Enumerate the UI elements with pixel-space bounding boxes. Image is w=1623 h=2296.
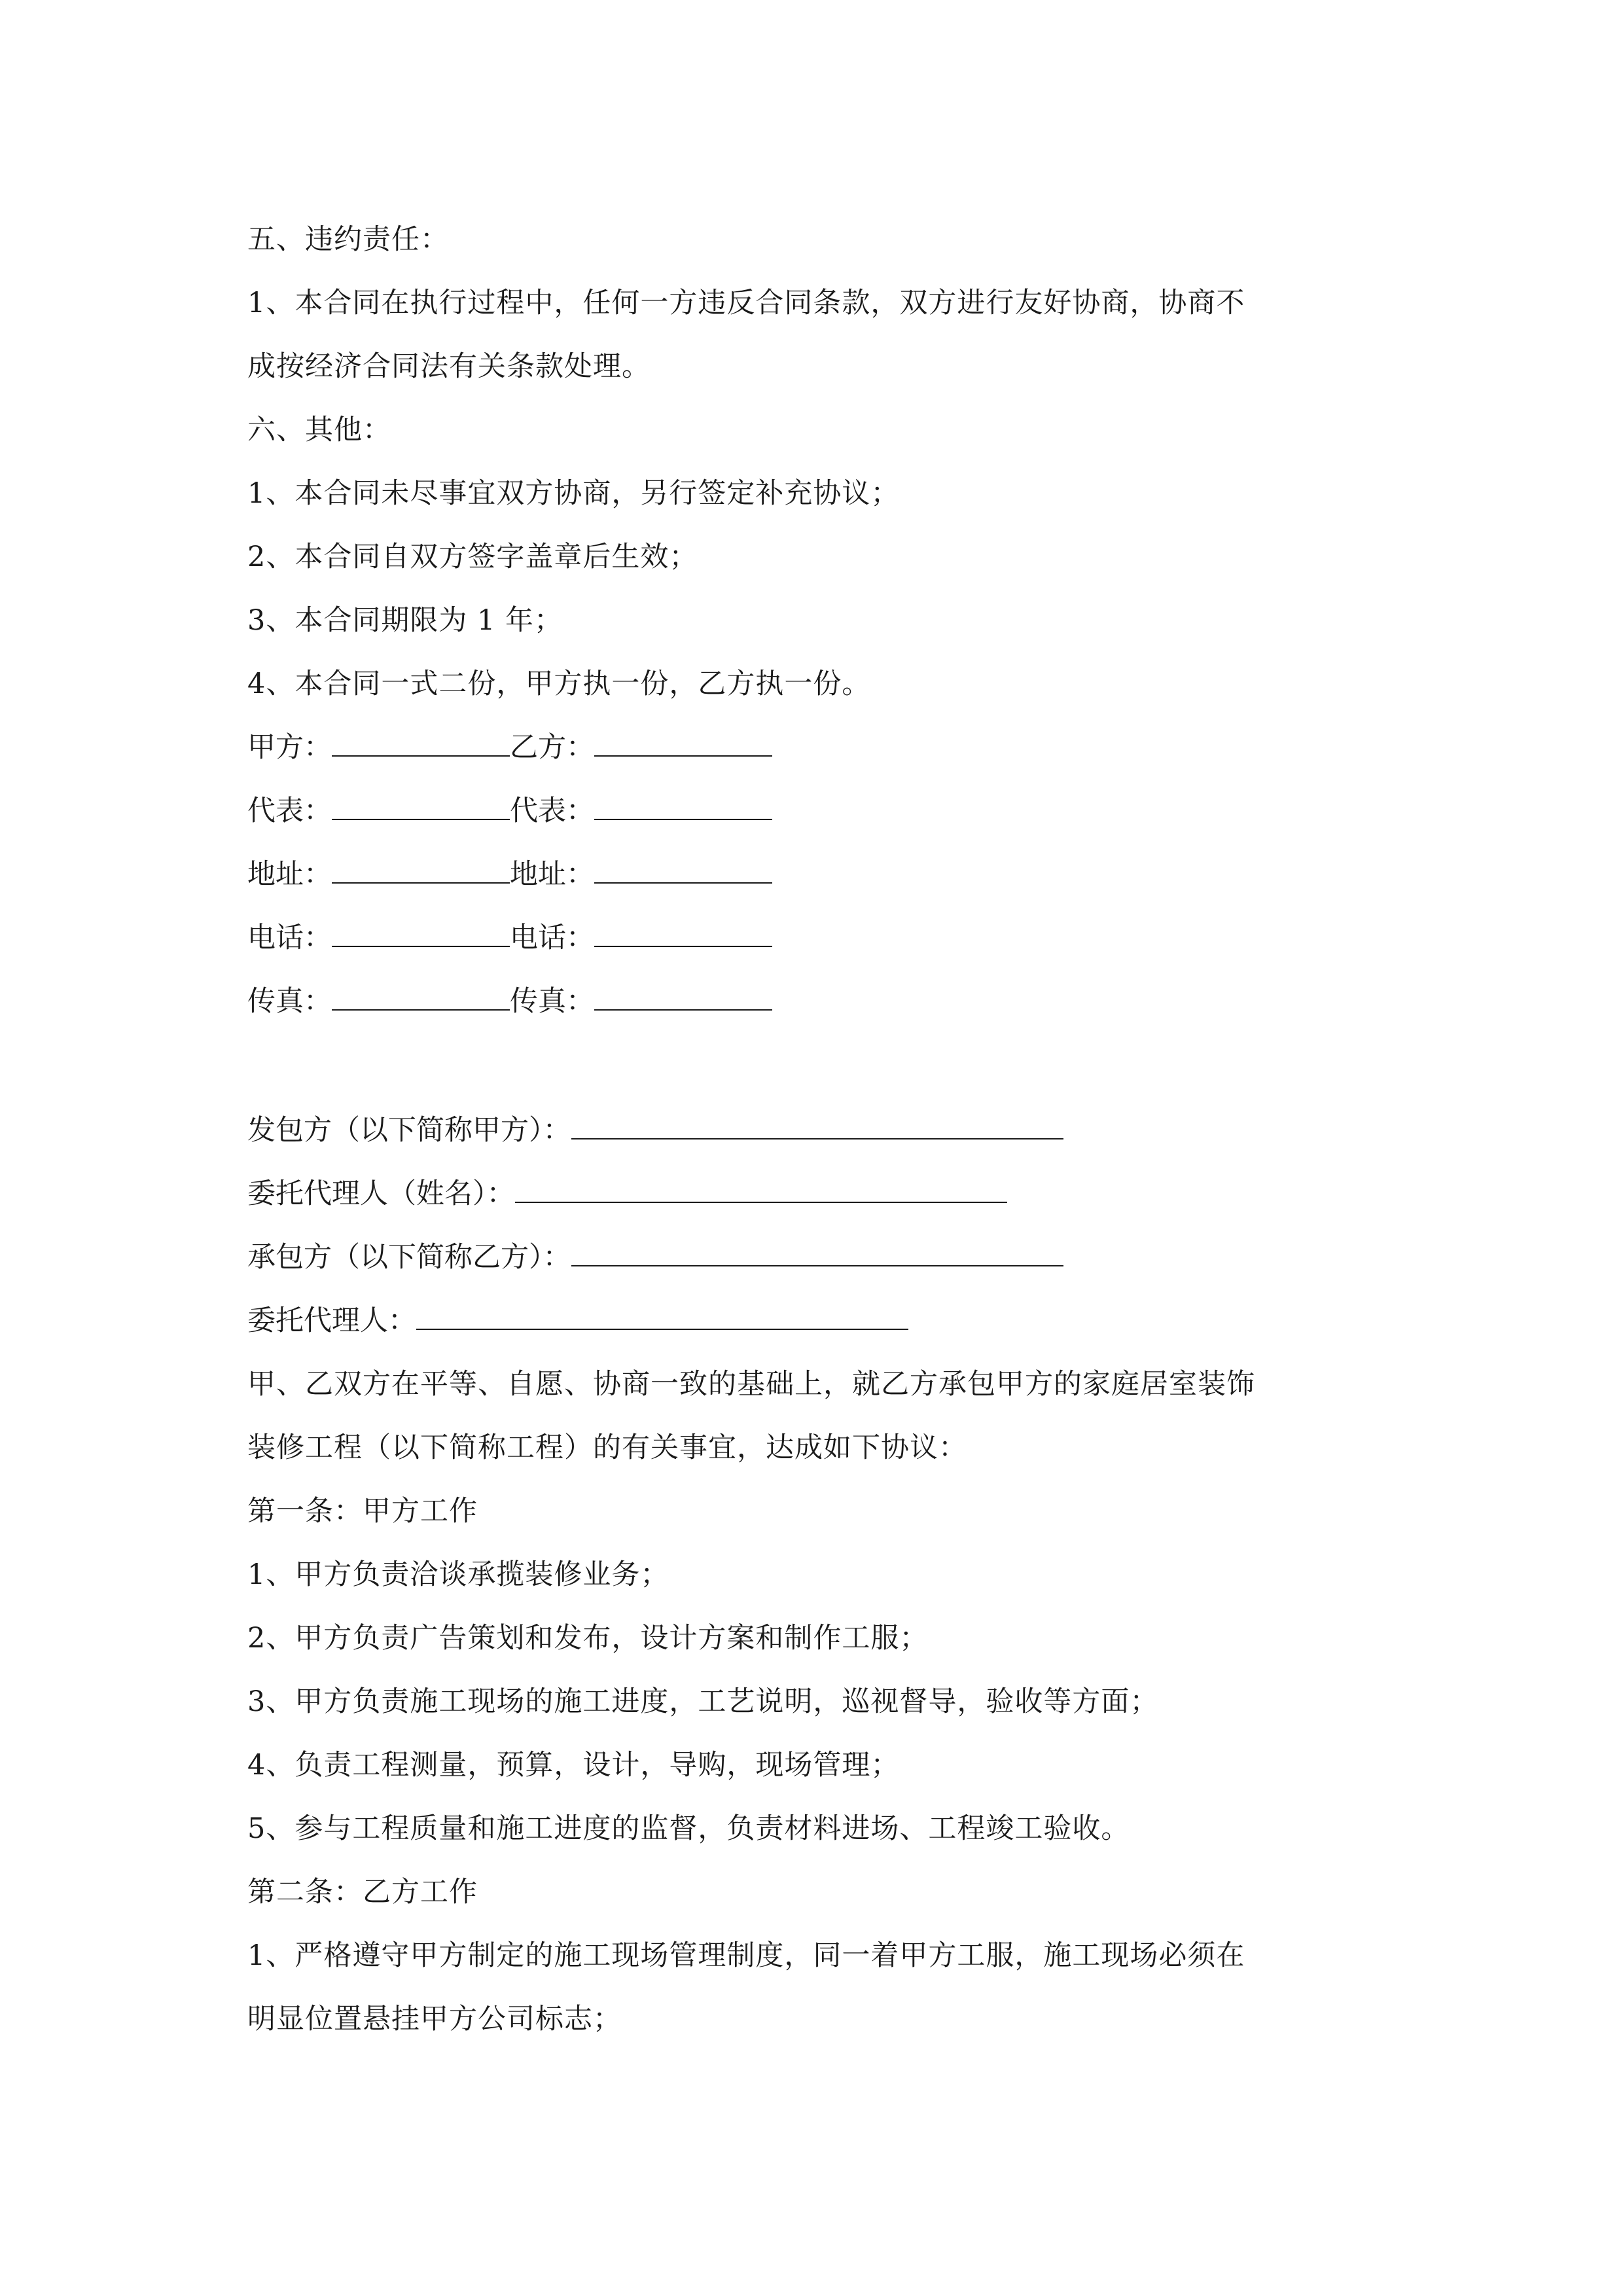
contractor-row [247, 1099, 1393, 1162]
preamble-line-1: 甲、乙双方在平等、自愿、协商一致的基础上，就乙方承包甲方的家庭居室装饰 [247, 1368, 1255, 1401]
article-2-item-1-line-2: 明显位置悬挂甲方公司标志； [247, 2003, 622, 2036]
address-b-label: 地址： [510, 858, 594, 891]
contractor-label: 发包方（以下简称甲方）： [247, 1114, 571, 1147]
contractor-blank[interactable] [571, 1119, 1063, 1139]
section-heading-other: 六、其他： [247, 414, 391, 446]
breach-item-1-line-1: 1、本合同在执行过程中，任何一方违反合同条款，双方进行友好协商，协商不 [247, 287, 1245, 319]
agent-2-blank[interactable] [416, 1309, 908, 1330]
agent-1-blank[interactable] [515, 1182, 1007, 1203]
address-a-blank[interactable] [332, 863, 510, 884]
article-2-item-1-line-1: 1、严格遵守甲方制定的施工现场管理制度，同一着甲方工服，施工现场必须在 [247, 1939, 1245, 1972]
fax-b-label: 传真： [510, 985, 594, 1018]
subcontractor-row [247, 1226, 1393, 1289]
signature-row-address [247, 843, 1393, 906]
party-b-blank[interactable] [594, 736, 772, 757]
other-item-4: 4、本合同一式二份，甲方执一份，乙方执一份。 [247, 668, 871, 700]
phone-b-label: 电话： [510, 922, 594, 954]
party-b-label: 乙方： [510, 731, 594, 764]
party-a-blank[interactable] [332, 736, 510, 757]
subcontractor-label: 承包方（以下简称乙方）： [247, 1241, 571, 1274]
address-b-blank[interactable] [594, 863, 772, 884]
agent-1-label: 委托代理人（姓名）： [247, 1177, 515, 1210]
agent-2-label: 委托代理人： [247, 1304, 416, 1337]
other-item-2: 2、本合同自双方签字盖章后生效； [247, 541, 698, 573]
agent-2-row [247, 1289, 1393, 1353]
breach-item-1-line-2: 成按经济合同法有关条款处理。 [247, 350, 651, 383]
preamble-line-2: 装修工程（以下简称工程）的有关事宜，达成如下协议： [247, 1431, 967, 1464]
address-a-label: 地址： [247, 858, 332, 891]
phone-a-blank[interactable] [332, 926, 510, 947]
subcontractor-blank[interactable] [571, 1246, 1063, 1266]
fax-b-blank[interactable] [594, 990, 772, 1011]
other-item-3: 3、本合同期限为 1 年； [247, 604, 563, 637]
article-1-item-2: 2、甲方负责广告策划和发布，设计方案和制作工服； [247, 1622, 929, 1655]
article-1-item-3: 3、甲方负责施工现场的施工进度，工艺说明，巡视督导，验收等方面； [247, 1685, 1159, 1718]
agent-1-row [247, 1162, 1393, 1226]
section-gap [247, 1033, 1393, 1099]
party-a-label: 甲方： [247, 731, 332, 764]
signature-row-fax [247, 970, 1393, 1033]
document-body [247, 208, 1393, 2051]
representative-a-label: 代表： [247, 795, 332, 827]
article-1-item-4: 4、负责工程测量，预算，设计，导购，现场管理； [247, 1749, 900, 1782]
fax-a-label: 传真： [247, 985, 332, 1018]
article-2-heading: 第二条：乙方工作 [247, 1876, 478, 1909]
representative-b-blank[interactable] [594, 799, 772, 820]
signature-row-party [247, 716, 1393, 780]
fax-a-blank[interactable] [332, 990, 510, 1011]
signature-row-representative [247, 780, 1393, 843]
section-heading-breach: 五、违约责任： [247, 223, 449, 256]
article-1-item-1: 1、甲方负责洽谈承揽装修业务； [247, 1558, 669, 1591]
signature-row-phone [247, 906, 1393, 970]
phone-b-blank[interactable] [594, 926, 772, 947]
article-1-heading: 第一条：甲方工作 [247, 1495, 478, 1528]
phone-a-label: 电话： [247, 922, 332, 954]
representative-b-label: 代表： [510, 795, 594, 827]
other-item-1: 1、本合同未尽事宜双方协商，另行签定补充协议； [247, 477, 900, 510]
article-1-item-5: 5、参与工程质量和施工进度的监督，负责材料进场、工程竣工验收。 [247, 1812, 1130, 1845]
representative-a-blank[interactable] [332, 799, 510, 820]
